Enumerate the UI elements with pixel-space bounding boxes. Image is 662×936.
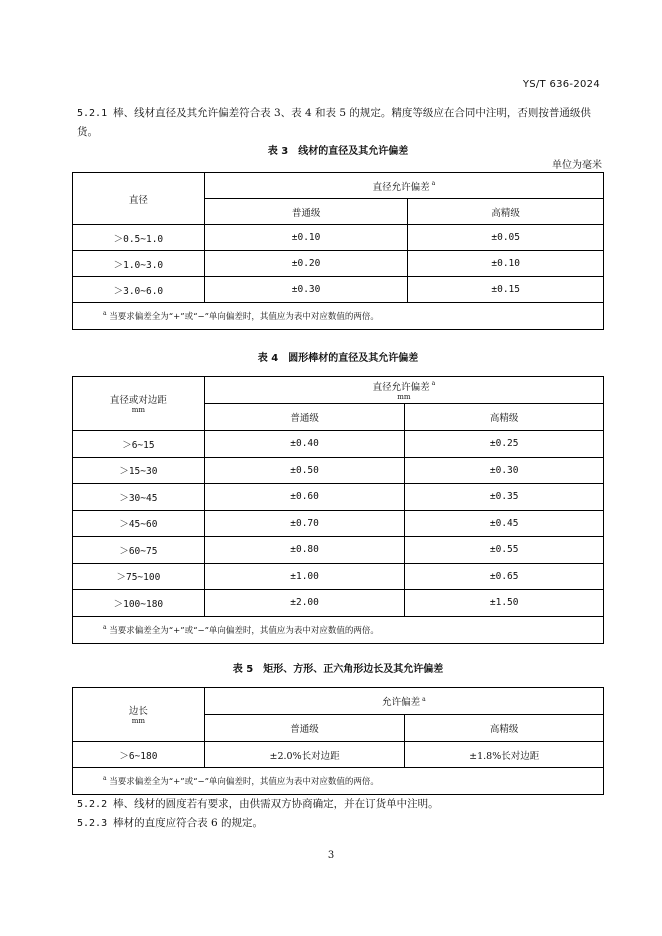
table3-title: 表 3 线材的直径及其允许偏差 xyxy=(267,146,409,157)
clause-number: 5.2.1 xyxy=(77,108,108,119)
table-row xyxy=(73,277,604,303)
page-number: 3 xyxy=(327,850,335,861)
range-cell: ＞6~15 xyxy=(73,431,205,458)
high-cell: ±1.50 xyxy=(405,590,604,617)
table3 xyxy=(72,172,604,330)
table3-col-header: 直径 xyxy=(73,173,205,225)
table5 xyxy=(72,687,604,795)
table5-subheader-normal: 普通级 xyxy=(204,715,405,742)
table4 xyxy=(72,376,604,644)
standard-number: YS/T 636-2024 xyxy=(522,79,600,90)
table-row xyxy=(73,431,604,458)
table-row xyxy=(73,484,604,511)
clause-5-2-1 xyxy=(77,104,603,141)
range-cell: ＞6~180 xyxy=(73,742,205,768)
high-cell: ±0.45 xyxy=(405,510,604,537)
clause-text: 棒、线材直径及其允许偏差符合表 3、表 4 和表 5 的规定。精度等级应在合同中注明，否则按普通级供货。 xyxy=(77,107,591,138)
range-cell: ＞75~100 xyxy=(73,563,205,590)
table4-title: 表 4 圆形棒材的直径及其允许偏差 xyxy=(257,353,419,364)
normal-cell: ±0.60 xyxy=(204,484,405,511)
clause-text: 棒材的直度应符合表 6 的规定。 xyxy=(113,817,263,829)
table5-group-header: 允许偏差 $^a$ xyxy=(204,688,603,715)
table3-group-header: 直径允许偏差 $^a$ xyxy=(204,173,603,199)
table-row xyxy=(73,510,604,537)
normal-cell: ±0.50 xyxy=(204,457,405,484)
normal-cell: ±2.0%长对边距 xyxy=(204,742,405,768)
normal-cell: ±2.00 xyxy=(204,590,405,617)
high-cell: ±0.65 xyxy=(405,563,604,590)
range-cell: ＞45~60 xyxy=(73,510,205,537)
normal-cell: ±0.20 xyxy=(204,251,408,277)
high-cell: ±0.35 xyxy=(405,484,604,511)
normal-cell: ±0.30 xyxy=(204,277,408,303)
high-cell: ±0.25 xyxy=(405,431,604,458)
range-cell: ＞15~30 xyxy=(73,457,205,484)
normal-cell: ±0.40 xyxy=(204,431,405,458)
normal-cell: ±0.80 xyxy=(204,537,405,564)
table4-subheader-high: 高精级 xyxy=(405,404,604,431)
high-cell: ±0.10 xyxy=(408,251,604,277)
range-cell: ＞0.5~1.0 xyxy=(73,225,205,251)
high-cell: ±0.05 xyxy=(408,225,604,251)
table-row xyxy=(73,590,604,617)
table5-subheader-high: 高精级 xyxy=(405,715,604,742)
table3-subheader-normal: 普通级 xyxy=(204,199,408,225)
table4-group-header: 直径允许偏差 $^a$ mm xyxy=(204,377,603,404)
table-row xyxy=(73,457,604,484)
high-cell: ±0.55 xyxy=(405,537,604,564)
clause-5-2-3 xyxy=(77,814,603,833)
high-cell: ±0.30 xyxy=(405,457,604,484)
range-cell: ＞1.0~3.0 xyxy=(73,251,205,277)
normal-cell: ±0.70 xyxy=(204,510,405,537)
high-cell: ±1.8%长对边距 xyxy=(405,742,604,768)
clause-number: 5.2.2 xyxy=(77,799,108,810)
table4-subheader-normal: 普通级 xyxy=(204,404,405,431)
table-row xyxy=(73,563,604,590)
table-row xyxy=(73,537,604,564)
table3-subheader-high: 高精级 xyxy=(408,199,604,225)
table4-note: $^a$ 当要求偏差全为“+”或“−”单向偏差时，其值应为表中对应数值的两倍。 xyxy=(73,616,604,643)
clause-text: 棒、线材的圆度若有要求，由供需双方协商确定，并在订货单中注明。 xyxy=(113,798,439,810)
range-cell: ＞60~75 xyxy=(73,537,205,564)
table-row xyxy=(73,742,604,768)
high-cell: ±0.15 xyxy=(408,277,604,303)
table3-note: $^a$ 当要求偏差全为“+”或“−”单向偏差时，其值应为表中对应数值的两倍。 xyxy=(73,303,604,330)
clause-number: 5.2.3 xyxy=(77,818,108,829)
table3-unit: 单位为毫米 xyxy=(552,160,602,171)
table5-note: $^a$ 当要求偏差全为“+”或“−”单向偏差时，其值应为表中对应数值的两倍。 xyxy=(73,768,604,795)
table-row xyxy=(73,251,604,277)
table4-col-header: 直径或对边距 mm xyxy=(73,377,205,431)
range-cell: ＞100~180 xyxy=(73,590,205,617)
table5-title: 表 5 矩形、方形、正六角形边长及其允许偏差 xyxy=(232,664,444,675)
range-cell: ＞30~45 xyxy=(73,484,205,511)
table5-col-header: 边长 mm xyxy=(73,688,205,742)
table-row xyxy=(73,225,604,251)
range-cell: ＞3.0~6.0 xyxy=(73,277,205,303)
clause-5-2-2 xyxy=(77,795,603,814)
normal-cell: ±0.10 xyxy=(204,225,408,251)
normal-cell: ±1.00 xyxy=(204,563,405,590)
